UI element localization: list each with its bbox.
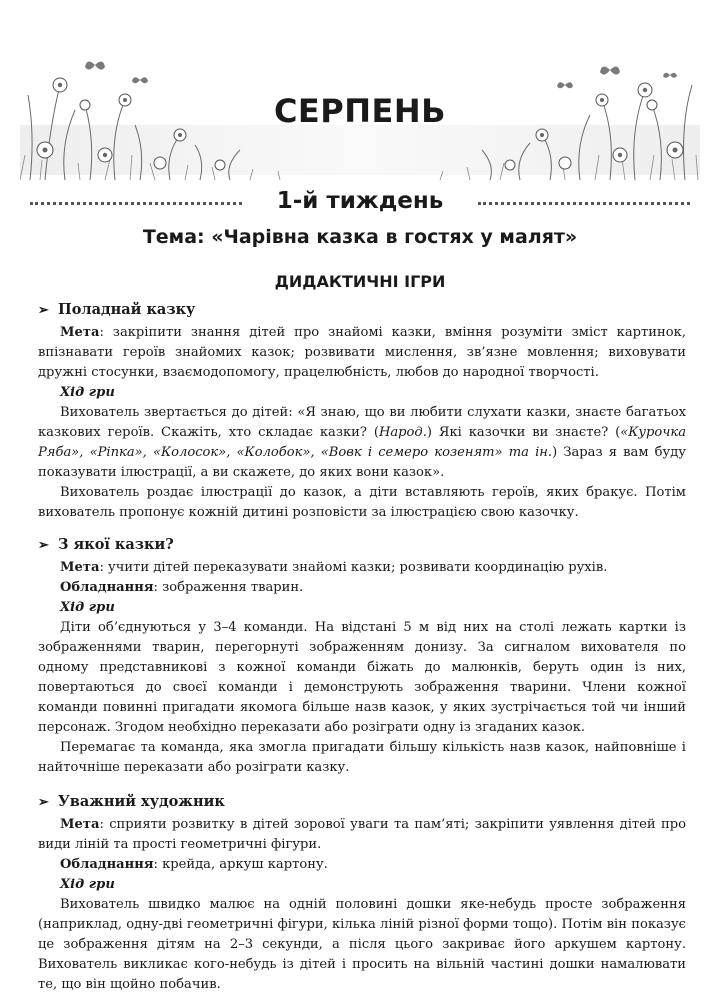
games-content [38,300,686,995]
section-title: ДИДАКТИЧНІ ІГРИ [274,272,446,291]
game-title: ➢ Уважний художник [38,792,686,813]
game-block [38,535,686,778]
game-paragraph: Діти об’єднуються у 3–4 команди. На відстані 5 м від них на столі лежать картки із зображеннями тварин, перегорнуті зображенням донизу. За сигналом вихователя по одному представникові з кожної команди біжать до малюнків, беруть один із них, повертаються до своєї команди і демонструють зображення тварини. Члени кожної команди повинні пригадати якомога більше назв казок, у яких зустрічається той чи інший персонаж. Згодом необхідно переказати або розіграти одну із згаданих казок. [38,620,686,735]
game-title: ➢ Поладнай казку [38,300,686,321]
game-paragraph: Вихователь роздає ілюстрації до казок, а діти вставляють героїв, яких бракує. Потім вихователь пропонує кожній дитині розповісти за ілюстрацією свою казочку. [38,485,686,520]
dotted-divider-right [478,202,690,205]
game-course-label: Хід гри [60,385,115,400]
game-goal: Мета: учити дітей переказувати знайомі казки; розвивати координацію рухів. [60,560,608,575]
arrow-bullet-icon: ➢ [38,795,49,810]
game-course-label: Хід гри [60,877,115,892]
game-course-label: Хід гри [60,600,115,615]
game-equipment: Обладнання: зображення тварин. [60,580,304,595]
theme-title: Тема: «Чарівна казка в гостях у малят» [142,226,578,248]
week-title: 1-й тиждень [276,188,444,214]
arrow-bullet-icon: ➢ [38,538,49,553]
game-paragraph: Вихователь швидко малює на одній половині дошки яке-небудь просте зображення (наприклад, одну-дві геометричні фігури, кілька ліній різної форми тощо). Потім він показує це зображення дітям на 2–3 секунди, а після цього закриває його аркушем картону. Вихователь викликає кого-небудь із дітей і просить на вільній частині дошки намалювати те, що він щойно побачив. [38,897,686,992]
game-block [38,792,686,995]
game-block [38,300,686,523]
arrow-bullet-icon: ➢ [38,303,49,318]
month-title: СЕРПЕНЬ [273,92,447,130]
game-paragraph: Перемагає та команда, яка змогла пригадати більшу кількість назв казок, найповніше і найточніше переказати або розіграти казку. [38,740,686,775]
game-goal: Мета: сприяти розвитку в дітей зорової уваги та пам’яті; закріпити уявлення дітей про види ліній та прості геометричні фігури. [38,817,686,852]
game-equipment: Обладнання: крейда, аркуш картону. [60,857,328,872]
game-paragraph: Вихователь звертається до дітей: «Я знаю, що ви любити слухати казки, знаєте багатьох казкових героїв. Скажіть, хто складає казки? (Народ.) Які казочки ви знаєте? («Курочка Ряба», «Ріпка», «Колосок», «Колобок», «Вовк і семеро козенят» та ін.) Зараз я вам буду показувати ілюстрації, а ви скажете, до яких вони казок». [38,405,686,480]
game-title: ➢ З якої казки? [38,535,686,556]
week-heading [30,188,690,218]
game-goal: Мета: закріпити знання дітей про знайомі казки, вміння розуміти зміст картинок, впізнавати героїв знайомих казок; розвивати мислення, зв’язне мовлення; виховувати дружні стосунки, взаємодопомогу, працелюбність, любов до народної творчості. [38,325,686,380]
